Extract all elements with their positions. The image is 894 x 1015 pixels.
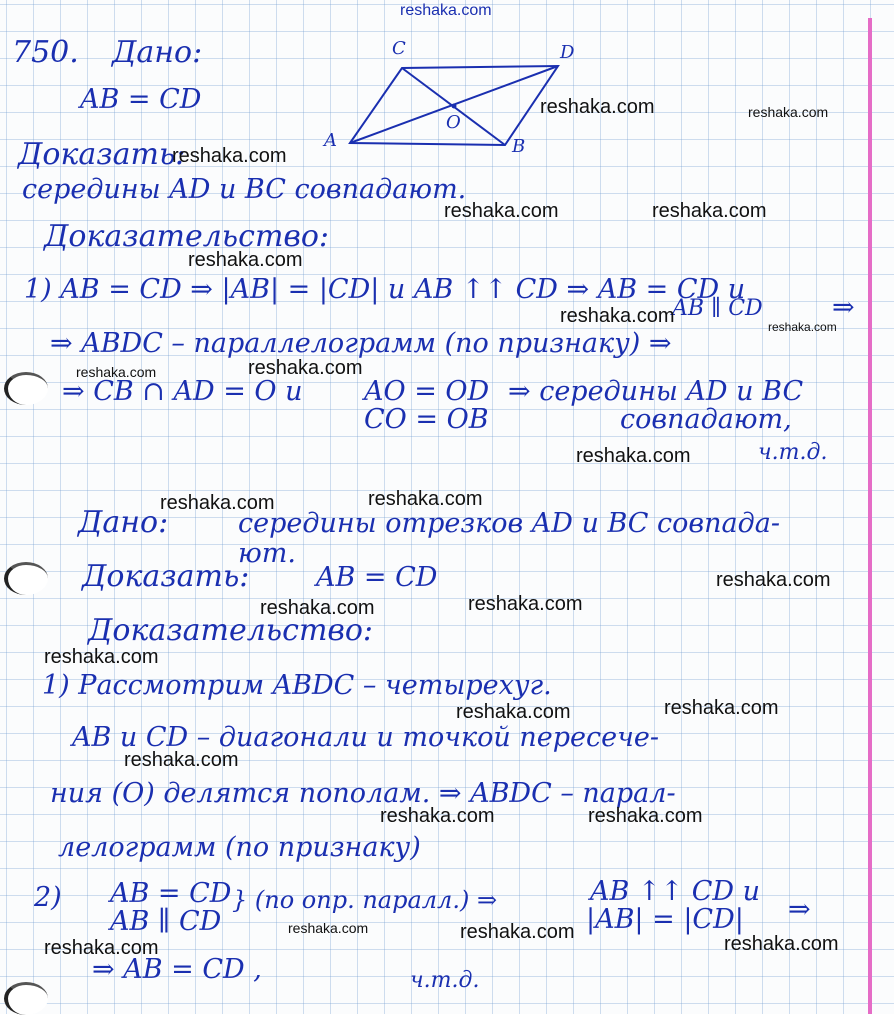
qed-1: ч.т.д. bbox=[758, 440, 828, 465]
prove-title: Доказать: bbox=[18, 137, 186, 172]
watermark: reshaka.com bbox=[44, 937, 159, 959]
binder-hole bbox=[4, 982, 48, 1015]
watermark: reshaka.com bbox=[724, 933, 839, 955]
given-text-2: середины отрезков AD и BC совпада- bbox=[238, 508, 780, 539]
watermark: reshaka.com bbox=[444, 200, 559, 222]
proof2-step1-line1: 1) Рассмотрим ABDC – четырехуг. bbox=[42, 670, 552, 701]
label-c: C bbox=[392, 38, 406, 59]
proof2-step1-line4: лелограмм (по признаку) bbox=[58, 832, 421, 863]
watermark: reshaka.com bbox=[288, 920, 369, 936]
watermark: reshaka.com bbox=[768, 320, 837, 334]
watermark: reshaka.com bbox=[652, 200, 767, 222]
proof-step1-line4: CO = OB bbox=[364, 404, 489, 435]
given-formula: AB = CD bbox=[80, 84, 202, 115]
prove-title-2: Доказать: bbox=[82, 559, 250, 594]
proof2-step2-c: AB ↑↑ CD и bbox=[590, 876, 761, 907]
watermark: reshaka.com bbox=[460, 921, 575, 943]
watermark: reshaka.com bbox=[588, 805, 703, 827]
proof2-step2-arrow: ⇒ bbox=[788, 894, 811, 925]
binder-hole bbox=[4, 372, 48, 405]
watermark: reshaka.com bbox=[716, 569, 831, 591]
proof-step1-line4b: совпадают, bbox=[620, 404, 792, 435]
proof-step1-line2: ⇒ ABDC – параллелограмм (по признаку) ⇒ bbox=[50, 328, 672, 359]
proof2-step2-num: 2) bbox=[34, 882, 62, 913]
watermark: reshaka.com bbox=[124, 749, 239, 771]
watermark: reshaka.com bbox=[76, 364, 157, 380]
label-b: B bbox=[512, 136, 526, 157]
label-a: A bbox=[324, 130, 337, 151]
watermark: reshaka.com bbox=[468, 593, 583, 615]
watermark: reshaka.com bbox=[560, 305, 675, 327]
watermark: reshaka.com bbox=[248, 357, 363, 379]
prove-text: середины AD и BC совпадают. bbox=[22, 174, 467, 205]
proof2-step2-d: |AB| = |CD| bbox=[586, 904, 744, 935]
proof-step1-line1b: AB ∥ CD bbox=[672, 296, 763, 321]
proof-step1-line3a: ⇒ CB ∩ AD = O и bbox=[62, 376, 303, 407]
watermark-top: reshaka.com bbox=[400, 2, 492, 19]
watermark: reshaka.com bbox=[380, 805, 495, 827]
given-title-2: Дано: bbox=[78, 505, 169, 540]
label-o: O bbox=[446, 112, 461, 133]
proof-step1-line3b: AO = OD bbox=[364, 376, 490, 407]
proof2-step1-line3: ния (O) делятся пополам. ⇒ ABDC – парал- bbox=[50, 778, 676, 809]
given-text-2b: ют. bbox=[238, 538, 296, 569]
watermark: reshaka.com bbox=[576, 445, 691, 467]
proof2-step2-a: AB = CD bbox=[110, 878, 232, 909]
given-title: Дано: bbox=[112, 35, 203, 70]
prove-formula-2: AB = CD bbox=[316, 562, 438, 593]
watermark: reshaka.com bbox=[540, 96, 655, 118]
proof2-step2-b: AB ∥ CD bbox=[110, 906, 222, 937]
margin-line bbox=[868, 18, 872, 1014]
problem-number: 750. bbox=[12, 35, 79, 70]
watermark: reshaka.com bbox=[456, 701, 571, 723]
watermark: reshaka.com bbox=[188, 249, 303, 271]
qed-2: ч.т.д. bbox=[410, 968, 480, 993]
proof-step1-line3c: ⇒ середины AD и BC bbox=[508, 376, 804, 407]
proof-title: Доказательство: bbox=[44, 219, 330, 254]
watermark: reshaka.com bbox=[172, 145, 287, 167]
proof-step1-line1: 1) AB = CD ⇒ |AB| = |CD| и AB ↑↑ CD ⇒ AB = CD и bbox=[24, 274, 746, 305]
proof-step1-arrow: ⇒ bbox=[832, 292, 855, 323]
proof-title-2: Доказательство: bbox=[88, 613, 374, 648]
proof2-step1-line2: AB и CD – диагонали и точкой пересече- bbox=[72, 722, 660, 753]
watermark: reshaka.com bbox=[368, 488, 483, 510]
proof2-step2-reason: } (по опр. паралл.) ⇒ bbox=[232, 886, 498, 914]
watermark: reshaka.com bbox=[748, 104, 829, 120]
binder-hole bbox=[4, 562, 48, 595]
proof2-step2-final: ⇒ AB = CD , bbox=[92, 954, 262, 985]
watermark: reshaka.com bbox=[260, 597, 375, 619]
label-d: D bbox=[560, 42, 575, 63]
point-o bbox=[452, 104, 457, 109]
watermark: reshaka.com bbox=[160, 492, 275, 514]
watermark: reshaka.com bbox=[44, 646, 159, 668]
watermark: reshaka.com bbox=[664, 697, 779, 719]
